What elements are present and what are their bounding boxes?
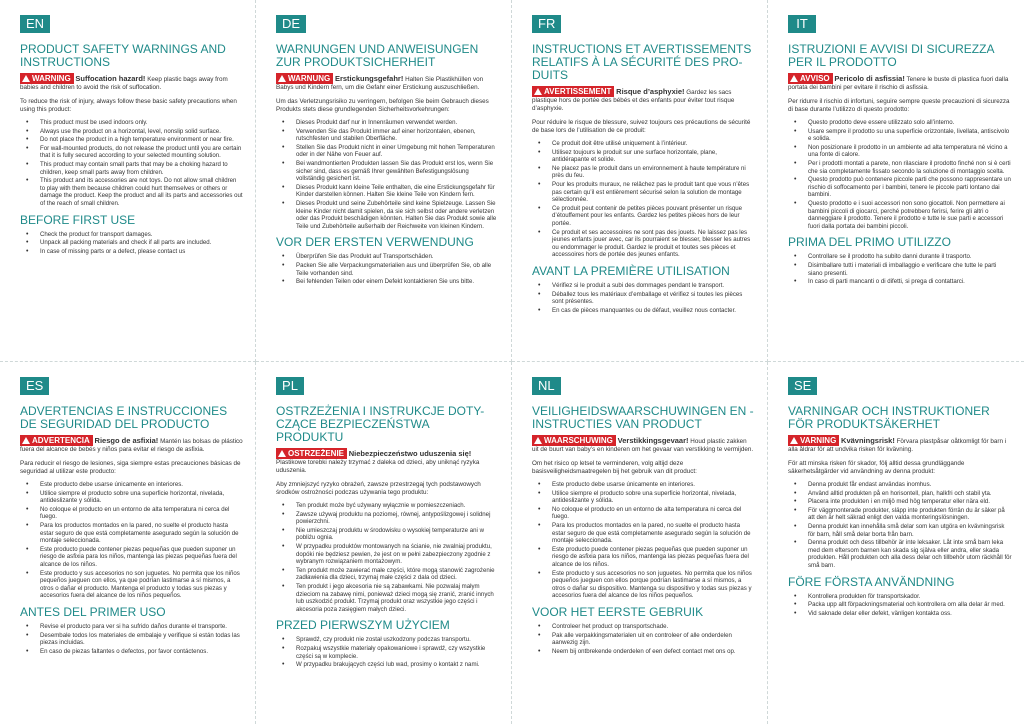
before-use-item: • Check the product for transport damages. <box>40 231 243 239</box>
before-use-item: • Unpack all packing materials and check if all parts are included. <box>40 239 243 247</box>
safety-section-title: ISTRUZIONI E AVVISI DI SICUREZZA PER IL PRODOTTO <box>788 42 994 69</box>
safety-rule: • Este producto debe usarse únicamente en interiores. <box>552 481 755 489</box>
safety-rule: • Usare sempre il prodotto su una superficie orizzontale, livellata, antiscivolo e solida. <box>808 128 1012 143</box>
before-first-use-list <box>532 282 755 314</box>
language-code-badge: ES <box>20 377 49 395</box>
safety-intro: Pour réduire le risque de blessure, suivez toujours ces précautions de sécurité de base lors de l’utilisation de ce produit: <box>532 119 751 134</box>
language-code-badge: IT <box>788 15 816 33</box>
safety-rule: • Dieses Produkt kann kleine Teile enthalten, die eine Erstickungsgefahr für Kinder darstellen können. Halten Sie kleine Teile von Kindern fern. <box>296 184 499 199</box>
safety-rule: • Bei wandmontierten Produkten lassen Sie das Produkt erst los, wenn Sie sicher sind, dass es gemäß Ihrer gewählten Befestigungslösung vollständig gesichert ist. <box>296 160 499 183</box>
warning-text: Mantén las bolsas de plástico fuera del alcance de bebés y niños para evitar el riesgo de asfixia. <box>20 438 243 453</box>
safety-rule: • Verwenden Sie das Produkt immer auf einer horizontalen, ebenen, rutschfesten und stabilen Oberfläche. <box>296 128 499 143</box>
safety-rules-list <box>20 119 243 208</box>
before-first-use-title: ANTES DEL PRIMER USO <box>20 604 166 619</box>
language-panel-it <box>768 0 1024 362</box>
language-panel-en <box>0 0 256 362</box>
safety-rule: • Zawsze używaj produktu na poziomej, równej, antypoślizgowej i solidnej powierzchni. <box>296 511 499 526</box>
safety-rule: • Questo prodotto può contenere piccole parti che possono rappresentare un rischio di soffocamento per i bambini, tenere le piccole parti lontano dai bambini. <box>808 176 1012 199</box>
before-use-item: • Controllare se il prodotto ha subito danni durante il trasporto. <box>808 253 1012 261</box>
safety-intro: Per ridurre il rischio di infortuni, seguire sempre queste precauzioni di sicurezza di base durante l’utilizzo di questo prodotto: <box>788 98 1010 113</box>
safety-rule: • Do not place the product in a high temperature environment or near fire. <box>40 136 243 144</box>
warning-badge <box>20 435 93 446</box>
before-use-item: • En cas de pièces manquantes ou de défaut, veuillez nous contacter. <box>552 307 755 315</box>
language-panel-es <box>0 362 256 724</box>
warning-triangle-icon <box>22 75 30 82</box>
safety-rule: • Always use the product on a horizontal, level, nonslip solid surface. <box>40 128 243 136</box>
warning-triangle-icon <box>278 75 286 82</box>
before-use-item: • Rozpakuj wszystkie materiały opakowaniowe i sprawdź, czy wszystkie części są w komplecie. <box>296 645 499 660</box>
before-first-use-list <box>276 253 499 285</box>
warning-label: ADVERTENCIA <box>32 436 90 445</box>
warning-badge <box>532 86 614 97</box>
safety-section-title: PRODUCT SAFETY WARNINGS AND INSTRUCTIONS <box>20 42 226 69</box>
warning-badge <box>20 73 74 84</box>
safety-rule: • Este producto puede contener piezas pequeñas que pueden suponer un riesgo de asfixia para los niños, mantenga las piezas pequeñas fuera del alcance de los niños. <box>40 546 243 569</box>
safety-rule: • Ce produit doit être utilisé uniquement à l’intérieur. <box>552 140 755 148</box>
safety-rule: • Ten produkt może zawierać małe części, które mogą stanowić zagrożenie zadławienia dla dzieci, trzymaj małe części z dala od dzieci. <box>296 567 499 582</box>
warning-badge <box>276 73 333 84</box>
safety-rules-list <box>20 481 243 600</box>
safety-section-title: WARNUNGEN UND ANWEISUNGEN ZUR PRODUKTSICHERHEIT <box>276 42 479 69</box>
warning-heading: Risque d’asphyxie! <box>616 87 685 96</box>
safety-rule: • This product may contain small parts that may be a choking hazard to children, keep small parts away from children. <box>40 161 243 176</box>
before-first-use-title: AVANT LA PREMIÈRE UTILISATION <box>532 263 730 278</box>
safety-rule: • Använd alltid produkten på en horisontell, plan, halkfri och stabil yta. <box>808 490 1012 498</box>
warning-triangle-icon <box>534 88 542 95</box>
before-first-use-list <box>20 623 243 655</box>
safety-rule: • Questo prodotto deve essere utilizzato solo all’interno. <box>808 119 1012 127</box>
before-use-item: • Déballez tous les matériaux d’emballage et vérifiez si toutes les pièces sont présentes. <box>552 291 755 306</box>
safety-rule: • Dieses Produkt darf nur in Innenräumen verwendet werden. <box>296 119 499 127</box>
warning-text: Houd plastic zakken uit de buurt van baby’s en kinderen om het gevaar van verstikking te vermijden. <box>532 438 754 453</box>
warning-badge <box>788 73 833 84</box>
language-panel-se <box>768 362 1024 724</box>
warning-triangle-icon <box>790 437 798 444</box>
before-first-use-list <box>532 623 755 655</box>
safety-rule: • No coloque el producto en un entorno de alta temperatura ni cerca del fuego. <box>552 506 755 521</box>
safety-rule: • Denna produkt och dess tillbehör är inte leksaker. Låt inte små barn leka med dem eftersom barnen kan skada sig själva eller andra, eller skada produkten. Håll produkten och alla dess delar och tillbehör utom räckhåll för små barn. <box>808 539 1012 569</box>
safety-rule: • Placera inte produkten i en miljö med hög temperatur eller nära eld. <box>808 498 1012 506</box>
before-use-item: • In caso di parti mancanti o di difetti, si prega di contattarci. <box>808 278 1012 286</box>
before-use-item: • Controleer het product op transportschade. <box>552 623 755 631</box>
before-use-item: • Disimballare tutti i materiali di imballaggio e verificare che tutte le parti siano presenti. <box>808 262 1012 277</box>
before-first-use-list <box>20 231 243 256</box>
safety-rule: • Ce produit et ses accessoires ne sont pas des jouets. Ne laissez pas les jeunes enfants jouer avec, car ils pourraient se blesser, blesser les autres ou endommager le produit. Gardez le produit et toutes ses pièces et accessoires hors de portée des jeunes enfants. <box>552 229 755 259</box>
warning-text: Gardez les sacs plastique hors de portée des bébés et des enfants pour éviter tout risque d’asphyxie. <box>532 89 735 112</box>
safety-rule: • Este producto y sus accesorios no son juguetes. No permita que los niños pequeños jueguen con ellos, ya que podrían lastimarse a sí mismos, a otros o dañar el producto. Mantenga el producto y todas sus piezas y accesorios fuera del alcance de los niños pequeños. <box>40 570 243 600</box>
before-use-item: • Vid saknade delar eller defekt, vänligen kontakta oss. <box>808 610 1012 618</box>
warning-label: VARNING <box>800 436 837 445</box>
safety-rule: • Ten produkt i jego akcesoria nie są zabawkami. Nie pozwalaj małym dzieciom na zabawę nimi, ponieważ dzieci mogą się zranić, zranić innych lub uszkodzić produkt. Trzymaj produkt oraz wszystkie jego części i akcesoria poza zasięgiem małych dzieci. <box>296 583 499 613</box>
safety-section-title: INSTRUCTIONS ET AVERTISSEMENTS RELATIFS À LA SÉCURITÉ DES PRO-DUITS <box>532 42 752 82</box>
before-use-item: • Revise el producto para ver si ha sufrido daños durante el transporte. <box>40 623 243 631</box>
warning-badge <box>276 448 347 459</box>
safety-rule: • No coloque el producto en un entorno de alta temperatura ni cerca del fuego. <box>40 506 243 521</box>
warning-label: AVVISO <box>800 74 830 83</box>
warning-triangle-icon <box>790 75 798 82</box>
before-first-use-title: PRZED PIERWSZYM UŻYCIEM <box>276 618 450 633</box>
warning-text: Halten Sie Plastikhüllen von Babys und Kindern fern, um die Gefahr einer Erstickung auszuschließen. <box>276 76 484 91</box>
warning-label: AVERTISSEMENT <box>544 87 612 96</box>
before-use-item: • Packen Sie alle Verpackungsmaterialien aus und überprüfen Sie, ob alle Teile vorhanden sind. <box>296 262 499 277</box>
safety-rule: • This product must be used indoors only. <box>40 119 243 127</box>
before-first-use-title: BEFORE FIRST USE <box>20 212 136 227</box>
safety-intro: Para reducir el riesgo de lesiones, siga siempre estas precauciones básicas de seguridad al utilizar este producto: <box>20 460 241 475</box>
warning-label: OSTRZEŻENIE <box>288 449 345 458</box>
before-use-item: • Bei fehlenden Teilen oder einem Defekt kontaktieren Sie uns bitte. <box>296 278 499 286</box>
before-use-item: • In case of missing parts or a defect, please contact us <box>40 248 243 256</box>
before-first-use-title: VOR DER ERSTEN VERWENDUNG <box>276 235 474 250</box>
before-use-item: • W przypadku brakujących części lub wad, prosimy o kontakt z nami. <box>296 661 499 669</box>
before-first-use-list <box>788 593 1012 618</box>
warning-heading: Suffocation hazard! <box>75 74 146 83</box>
before-use-item: • Packa upp allt förpackningsmaterial och kontrollera om alla delar är med. <box>808 601 1012 609</box>
warning-heading: Pericolo di asfissia! <box>834 74 905 83</box>
warning-notice <box>276 448 499 475</box>
warning-notice <box>20 73 243 92</box>
safety-rules-list <box>788 481 1012 570</box>
safety-intro: För att minska risken för skador, följ alltid dessa grundläggande säkerhetsåtgärder vid användning av denna produkt: <box>788 460 965 475</box>
before-first-use-title: PRIMA DEL PRIMO UTILIZZO <box>788 235 951 250</box>
safety-rule: • Non posizionare il prodotto in un ambiente ad alta temperatura né vicino a una fonte di calore. <box>808 144 1012 159</box>
warning-notice <box>20 435 243 454</box>
before-first-use-title: FÖRE FÖRSTA ANVÄNDNING <box>788 574 955 589</box>
safety-rule: • Questo prodotto e i suoi accessori non sono giocattoli. Non permettere ai bambini piccoli di giocarci, perché potrebbero ferirsi, ferire gli altri o danneggiare il prodotto. Tenere il prodotto e tutte le sue parti e accessori fuori dalla portata dei bambini piccoli. <box>808 200 1012 230</box>
before-use-item: • Sprawdź, czy produkt nie został uszkodzony podczas transportu. <box>296 636 499 644</box>
safety-intro: To reduce the risk of injury, always follow these basic safety precautions when using this product: <box>20 98 237 113</box>
warning-badge <box>532 435 616 446</box>
safety-rule: • Nie umieszczaj produktu w środowisku o wysokiej temperaturze ani w pobliżu ognia. <box>296 527 499 542</box>
warning-triangle-icon <box>278 450 286 457</box>
safety-section-title: VARNINGAR OCH INSTRUKTIONER FÖR PRODUKTSÄKERHET <box>788 404 990 431</box>
warning-text: Tenere le buste di plastica fuori dalla portata dei bambini per evitare il rischio di asfissia. <box>788 76 1009 91</box>
safety-rule: • Utilisez toujours le produit sur une surface horizontale, plane, antidérapante et solide. <box>552 149 755 164</box>
warning-heading: Kvävningsrisk! <box>841 436 895 445</box>
safety-rule: • W przypadku produktów montowanych na ścianie, nie zwalniaj produktu, dopóki nie będziesz pewien, że jest on w pełni zabezpieczony zgodnie z wybranym rozwiązaniem montażowym. <box>296 543 499 566</box>
safety-rule: • Ne placez pas le produit dans un environnement à haute température ni près du feu. <box>552 165 755 180</box>
language-code-badge: SE <box>788 377 817 395</box>
warning-label: WARNING <box>32 74 71 83</box>
before-first-use-title: VOOR HET EERSTE GEBRUIK <box>532 604 704 619</box>
before-first-use-list <box>276 636 499 668</box>
before-use-item: • Vérifiez si le produit a subi des dommages pendant le transport. <box>552 282 755 290</box>
warning-text: Keep plastic bags away from babies and children to avoid the risk of suffocation. <box>20 76 228 91</box>
safety-rule: • Ce produit peut contenir de petites pièces pouvant présenter un risque d’étouffement pour les enfants. Gardez les petites pièces hors de leur portée. <box>552 205 755 228</box>
safety-rules-list <box>276 119 499 230</box>
safety-section-title: ADVERTENCIAS E INSTRUCCIONES DE SEGURIDAD DEL PRODUCTO <box>20 404 228 431</box>
safety-rule: • Ten produkt może być używany wyłącznie w pomieszczeniach. <box>296 502 499 510</box>
language-panel-de <box>256 0 512 362</box>
language-code-badge: FR <box>532 15 561 33</box>
safety-rule: • Utilice siempre el producto sobre una superficie horizontal, nivelada, antideslizante y sólida. <box>40 490 243 505</box>
language-code-badge: PL <box>276 377 304 395</box>
language-panel-fr <box>512 0 768 362</box>
warning-notice <box>532 86 755 113</box>
before-use-item: • Pak alle verpakkingsmaterialen uit en controleer of alle onderdelen aanwezig zijn. <box>552 632 755 647</box>
safety-rule: • Denna produkt kan innehålla små delar som kan utgöra en kvävningsrisk för barn, håll små delar borta från barn. <box>808 523 1012 538</box>
language-code-badge: DE <box>276 15 306 33</box>
before-first-use-list <box>788 253 1012 285</box>
warning-triangle-icon <box>534 437 542 444</box>
before-use-item: • Kontrollera produkten för transportskador. <box>808 593 1012 601</box>
safety-rule: • This product and its accessories are not toys. Do not allow small children to play with them because children could hurt themselves or others or damage the product. Keep the product and all its parts and accessories out of the reach of small children. <box>40 177 243 207</box>
safety-rules-list <box>532 140 755 259</box>
safety-rule: • Para los productos montados en la pared, no suelte el producto hasta estar seguro de que está completamente asegurado según la solución de montaje seleccionada. <box>552 522 755 545</box>
language-panel-pl <box>256 362 512 724</box>
safety-section-title: OSTRZEŻENIA I INSTRUKCJE DOTY-CZĄCE BEZPIECZEŃSTWA PRODUKTU <box>276 404 485 444</box>
warning-heading: Riesgo de asfixia! <box>94 436 159 445</box>
warning-label: WAARSCHUWING <box>544 436 613 445</box>
safety-rule: • Dieses Produkt und seine Zubehörteile sind keine Spielzeuge. Lassen Sie kleine Kinder nicht damit spielen, da sie sich selbst oder andere verletzen oder das Produkt beschädigen könnten. Halten Sie das Produkt sowie alle Teile und Zubehörteile außerhalb der Reichweite von kleinen Kindern. <box>296 200 499 230</box>
before-use-item: • Desembale todos los materiales de embalaje y verifique si están todas las piezas incluidas. <box>40 632 243 647</box>
warning-badge <box>788 435 839 446</box>
warning-notice <box>788 73 1012 92</box>
warning-heading: Verstikkingsgevaar! <box>617 436 689 445</box>
safety-rule: • Stellen Sie das Produkt nicht in einer Umgebung mit hohen Temperaturen oder in der Nähe von Feuer auf. <box>296 144 499 159</box>
safety-rule: • Este producto y sus accesorios no son juguetes. No permita que los niños pequeños jueguen con ellos porque podrían lastimarse a sí mismos, a otros o dañar su dispositivo. Mantenga su dispositivo y todas sus piezas y accesorios fuera del alcance de los niños pequeños. <box>552 570 755 600</box>
safety-intro: Om het risico op letsel te verminderen, volg altijd deze basisveiligheidsmaatregelen bij het gebruik van dit product: <box>532 460 697 475</box>
warning-label: WARNUNG <box>288 74 331 83</box>
warning-notice <box>532 435 755 454</box>
language-code-badge: NL <box>532 377 561 395</box>
safety-rule: • Para los productos montados en la pared, no suelte el producto hasta estar seguro de que está completamente asegurado según la solución de montaje seleccionada. <box>40 522 243 545</box>
warning-triangle-icon <box>22 437 30 444</box>
language-code-badge: EN <box>20 15 50 33</box>
safety-rules-list <box>276 502 499 613</box>
language-panel-nl <box>512 362 768 724</box>
safety-rule: • Pour les produits muraux, ne relâchez pas le produit tant que vous n’êtes pas certain qu’il est entièrement sécurisé selon la solution de montage sélectionnée. <box>552 181 755 204</box>
warning-text: Plastikowe torebki należy trzymać z daleka od dzieci, aby uniknąć ryzyka uduszenia. <box>276 459 480 474</box>
warning-text: Förvara plastpåsar oåtkomligt för barn i alla åldrar för att undvika risken för kvävning. <box>788 438 1007 453</box>
safety-rules-list <box>532 481 755 600</box>
before-use-item: • En caso de piezas faltantes o defectos, por favor contáctenos. <box>40 648 243 656</box>
safety-rules-list <box>788 119 1012 230</box>
warning-heading: Erstickungsgefahr! <box>334 74 404 83</box>
safety-intro: Um das Verletzungsrisiko zu verringern, befolgen Sie beim Gebrauch dieses Produkts stets diese grundlegenden Sicherheitsvorkehrungen: <box>276 98 489 113</box>
safety-rule: • Este producto debe usarse únicamente en interiores. <box>40 481 243 489</box>
warning-notice <box>788 435 1012 454</box>
safety-section-title: VEILIGHEIDSWAARSCHUWINGEN EN -INSTRUCTIES VAN PRODUCT <box>532 404 754 431</box>
safety-intro: Aby zmniejszyć ryzyko obrażeń, zawsze przestrzegaj tych podstawowych środków ostrożności podczas używania tego produktu: <box>276 481 481 496</box>
warning-heading: Niebezpieczeństwo uduszenia się! <box>348 449 472 458</box>
before-use-item: • Neem bij ontbrekende onderdelen of een defect contact met ons op. <box>552 648 755 656</box>
safety-rule: • Denna produkt får endast användas inomhus. <box>808 481 1012 489</box>
warning-notice <box>276 73 499 92</box>
safety-rule: • Per i prodotti montati a parete, non rilasciare il prodotto finché non si è certi che sia completamente fissato secondo la soluzione di montaggio scelta. <box>808 160 1012 175</box>
safety-rule: • Este producto puede contener piezas pequeñas que pueden suponer un riesgo de asfixia para los niños, mantenga las piezas pequeñas fuera del alcance de los niños. <box>552 546 755 569</box>
safety-rule: • For wall-mounted products, do not release the product until you are certain that it is fully secured according to your selected mounting solution. <box>40 145 243 160</box>
safety-rule: • För väggmonterade produkter, släpp inte produkten förrän du är säker på att den är helt säkrad enligt den valda monteringslösningen. <box>808 507 1012 522</box>
safety-rule: • Utilice siempre el producto sobre una superficie horizontal, nivelada, antideslizante y sólida. <box>552 490 755 505</box>
before-use-item: • Überprüfen Sie das Produkt auf Transportschäden. <box>296 253 499 261</box>
